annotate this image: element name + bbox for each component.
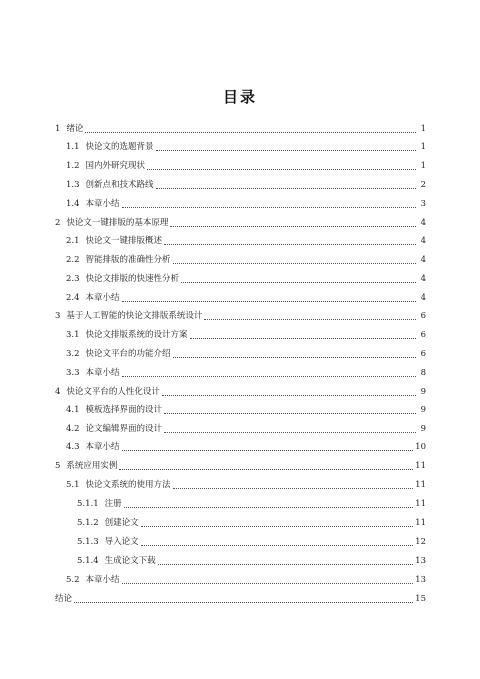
toc-label: 本章小结 [85, 199, 120, 209]
toc-label: 国内外研究现状 [85, 161, 146, 171]
toc-page-number: 4 [420, 255, 426, 265]
dot-leader [122, 206, 416, 208]
dot-leader [156, 149, 416, 151]
toc-label: 注册 [104, 499, 122, 509]
toc-label: 系统应用实例 [66, 461, 118, 471]
toc-label: 快论文系统的使用方法 [85, 480, 171, 490]
toc-entry-5-1[interactable] [66, 478, 426, 492]
toc-number: 4.2 [66, 424, 80, 434]
dot-leader [173, 262, 416, 264]
toc-label: 快论文平台的功能介绍 [85, 349, 171, 359]
toc-entry-1-2[interactable] [66, 159, 426, 173]
toc-label: 本章小结 [85, 575, 120, 585]
toc-page-number: 6 [420, 349, 426, 359]
dot-leader [190, 337, 416, 339]
toc-label: 快论文平台的人性化设计 [66, 387, 160, 397]
toc-page-number: 9 [420, 405, 426, 415]
toc-label: 导入论文 [104, 537, 139, 547]
toc-number: 5.1.4 [77, 556, 99, 566]
toc-entry-1[interactable] [55, 122, 426, 136]
toc-page-number: 4 [420, 218, 426, 228]
toc-number: 4.1 [66, 405, 80, 415]
toc-label: 绪论 [66, 124, 84, 134]
toc-entry-5-1-1[interactable] [77, 497, 426, 511]
toc-entry-5-1-3[interactable] [77, 535, 426, 549]
toc-page-number: 4 [420, 274, 426, 284]
toc-number: 5.2 [66, 575, 80, 585]
toc-number: 5.1.3 [77, 537, 99, 547]
toc-page-number: 9 [420, 387, 426, 397]
toc-entry-3[interactable] [55, 309, 426, 323]
toc-entry-4-3[interactable] [66, 440, 426, 454]
toc-number: 2.4 [66, 293, 80, 303]
toc-entry-2-2[interactable] [66, 253, 426, 267]
toc-page-number: 10 [415, 442, 426, 452]
toc-title: 目录 [222, 88, 257, 106]
toc-label: 本章小结 [85, 368, 120, 378]
toc-number: 2.3 [66, 274, 80, 284]
dot-leader [164, 431, 416, 433]
toc-number: 4 [55, 387, 61, 397]
toc-page-number: 11 [415, 461, 426, 471]
toc-entry-4-1[interactable] [66, 403, 426, 417]
toc-label: 基于人工智能的快论文排版系统设计 [66, 311, 203, 321]
dot-leader [164, 412, 416, 414]
toc-page-number: 11 [415, 518, 426, 528]
toc-page-number: 4 [420, 236, 426, 246]
toc-label: 论文编辑界面的设计 [85, 424, 163, 434]
toc-label: 快论文的选题背景 [85, 142, 154, 152]
toc-entry-4[interactable] [55, 385, 426, 399]
dot-leader [85, 131, 416, 133]
toc-entry-3-1[interactable] [66, 328, 426, 342]
toc-page-number: 11 [415, 480, 426, 490]
toc-number: 3.2 [66, 349, 80, 359]
toc-page-number: 13 [415, 556, 426, 566]
toc-number: 1.3 [66, 180, 80, 190]
toc-label: 快论文排版的快速性分析 [85, 274, 180, 284]
dot-leader [173, 356, 416, 358]
toc-number: 1.1 [66, 142, 80, 152]
toc-number: 2.1 [66, 236, 80, 246]
toc-entry-2-4[interactable] [66, 291, 426, 305]
toc-label: 创新点和技术路线 [85, 180, 154, 190]
toc-number: 5.1 [66, 480, 80, 490]
toc-label: 本章小结 [85, 442, 120, 452]
dot-leader [124, 506, 414, 508]
toc-number: 3.1 [66, 330, 80, 340]
dot-leader [158, 563, 414, 565]
toc-label: 快论文一键排版的基本原理 [66, 218, 169, 228]
toc-label: 智能排版的准确性分析 [85, 255, 171, 265]
toc-entry-2-1[interactable] [66, 234, 426, 248]
toc-number: 1.4 [66, 199, 80, 209]
dot-leader [141, 544, 414, 546]
toc-entry-5-1-4[interactable] [77, 554, 426, 568]
toc-entry-1-4[interactable] [66, 197, 426, 211]
dot-leader [119, 468, 413, 470]
dot-leader [164, 243, 416, 245]
toc-label: 生成论文下载 [104, 556, 156, 566]
toc-page-number: 11 [415, 499, 426, 509]
dot-leader [170, 225, 416, 227]
toc-number: 5.1.2 [77, 518, 99, 528]
dot-leader [156, 187, 416, 189]
toc-entry-1-1[interactable] [66, 140, 426, 154]
toc-page-number: 4 [420, 293, 426, 303]
toc-page-number: 6 [420, 311, 426, 321]
dot-leader [181, 281, 416, 283]
dot-leader [173, 487, 414, 489]
dot-leader [122, 449, 414, 451]
toc-number: 2 [55, 218, 61, 228]
toc-entry-5-1-2[interactable] [77, 516, 426, 530]
toc-label: 结论 [55, 594, 73, 604]
toc-entry-5-2[interactable] [66, 573, 426, 587]
toc-entry-2[interactable] [55, 216, 426, 230]
toc-number: 2.2 [66, 255, 80, 265]
toc-entry-4-2[interactable] [66, 422, 426, 436]
toc-number: 5.1.1 [77, 499, 99, 509]
toc-page-number: 2 [420, 180, 426, 190]
dot-leader [147, 168, 416, 170]
toc-page-number: 1 [420, 124, 426, 134]
toc-number: 4.3 [66, 442, 80, 452]
dot-leader [141, 525, 414, 527]
toc-page-number: 6 [420, 330, 426, 340]
toc-number: 3.3 [66, 368, 80, 378]
toc-label: 创建论文 [104, 518, 139, 528]
toc-entry-1-3[interactable] [66, 178, 426, 192]
toc-entry-3-2[interactable] [66, 347, 426, 361]
toc-label: 快论文一键排版概述 [85, 236, 163, 246]
toc-entry-5[interactable] [55, 459, 426, 473]
toc-page-number: 12 [415, 537, 426, 547]
toc-entry-conclusion[interactable] [55, 592, 426, 606]
toc-label: 快论文排版系统的设计方案 [85, 330, 188, 340]
toc-entry-3-3[interactable] [66, 366, 426, 380]
toc-page-number: 1 [420, 142, 426, 152]
toc-page-number: 13 [415, 575, 426, 585]
toc-label: 模板选择界面的设计 [85, 405, 163, 415]
toc-number: 5 [55, 461, 61, 471]
dot-leader [122, 582, 414, 584]
dot-leader [74, 601, 413, 603]
toc-page-number: 1 [420, 161, 426, 171]
toc-number: 1 [55, 124, 61, 134]
toc-entry-2-3[interactable] [66, 272, 426, 286]
toc-number: 1.2 [66, 161, 80, 171]
dot-leader [204, 318, 416, 320]
toc-page-number: 8 [420, 368, 426, 378]
dot-leader [162, 394, 416, 396]
dot-leader [122, 375, 416, 377]
toc-page-number: 9 [420, 424, 426, 434]
toc-number: 3 [55, 311, 61, 321]
toc-page-number: 15 [415, 594, 426, 604]
toc-label: 本章小结 [85, 293, 120, 303]
dot-leader [122, 300, 416, 302]
toc-page-number: 3 [420, 199, 426, 209]
